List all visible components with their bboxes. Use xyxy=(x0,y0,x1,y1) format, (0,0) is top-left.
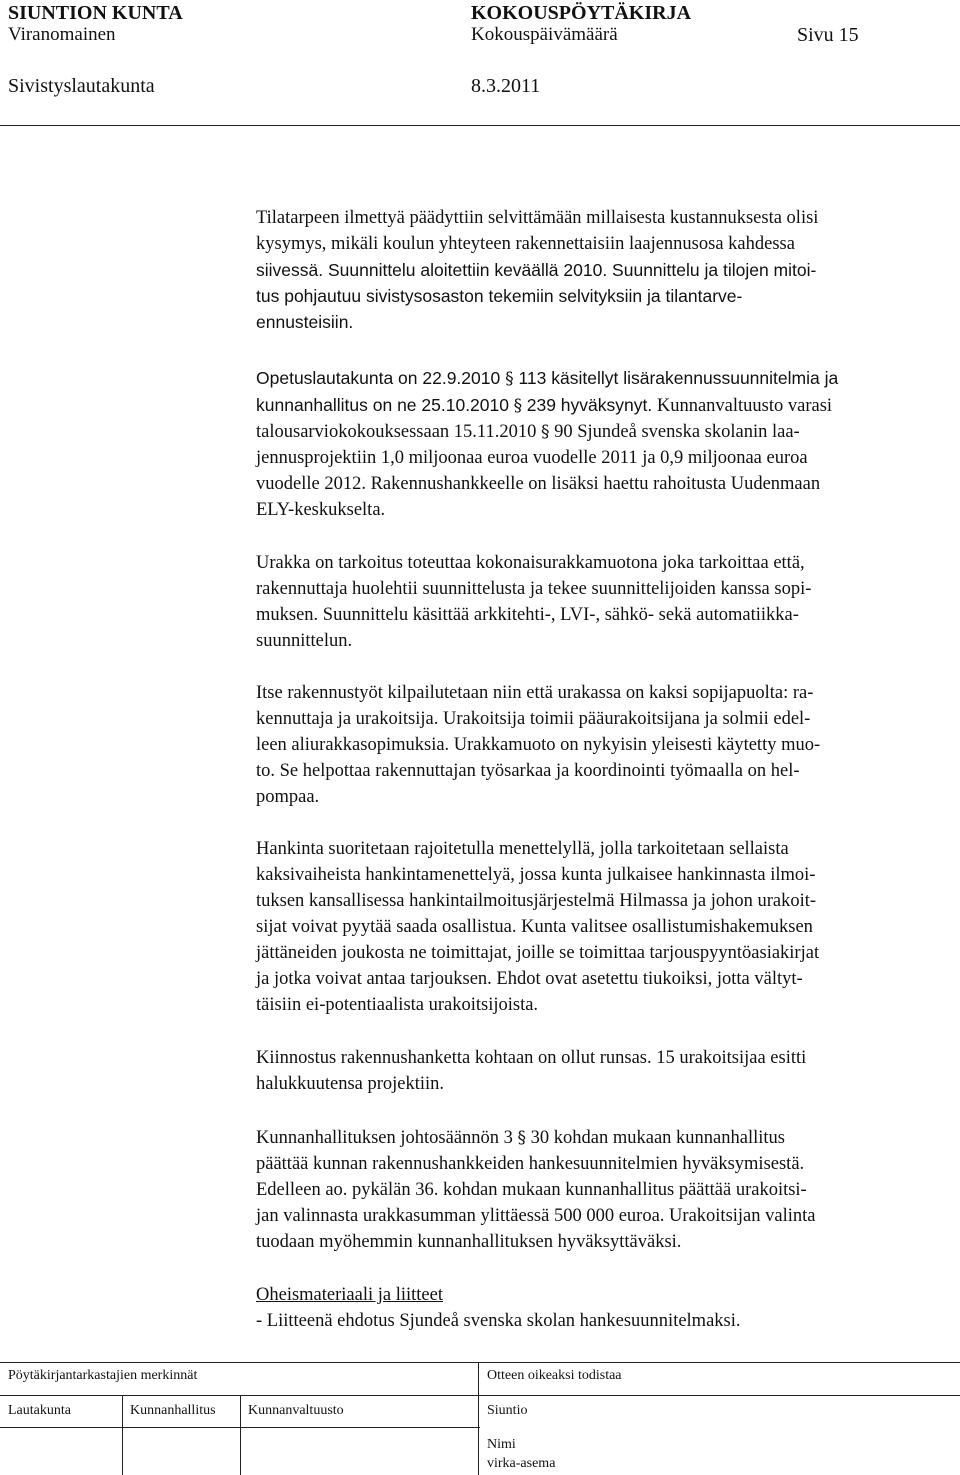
paragraph-line: suunnittelun. xyxy=(256,631,353,651)
text-span: talousarviokokouksessaan 15.11.2010 xyxy=(256,422,537,442)
text-span: Opetuslautakunta on 22.9.2010 xyxy=(256,368,501,388)
meeting-date-label: Kokouspäivämäärä xyxy=(471,24,618,45)
paragraph-line: ennusteisiin. xyxy=(256,312,354,332)
inspectors-label: Pöytäkirjantarkastajien merkinnät xyxy=(8,1368,198,1383)
paragraph-line: muksen. Suunnittelu käsittää arkkitehti-, LVI-, sähkö- sekä automatiikka- xyxy=(256,605,799,625)
paragraph-line xyxy=(256,392,956,419)
paragraph-line: tuodaan myöhemmin kunnanhallituksen hyväksyttäväksi. xyxy=(256,1232,682,1252)
footer-mid-rule xyxy=(0,1395,960,1396)
paragraph-line: sijat voivat pyytää saada osallistua. Kunta valitsee osallistumishakemuksen xyxy=(256,917,813,937)
document-type: KOKOUSPÖYTÄKIRJA xyxy=(471,2,692,24)
signature-col-lautakunta: Lautakunta xyxy=(8,1403,71,1418)
footer-top-rule xyxy=(0,1362,960,1363)
text-span: 30 kohdan mukaan kunnanhallitus xyxy=(530,1128,785,1148)
paragraph-line: kaksivaiheista hankintamenettelyä, jossa kunta julkaisee hankinnasta ilmoi- xyxy=(256,865,816,885)
authority-name: Sivistyslautakunta xyxy=(8,75,155,97)
text-span: kunnanhallitus on ne 25.10.2010 xyxy=(256,395,509,415)
text-span: Kunnanvaltuusto varasi xyxy=(652,396,833,416)
text-span: 239 hyväksynyt. xyxy=(526,395,653,415)
certified-place: Siuntio xyxy=(487,1403,528,1418)
paragraph-line: täisiin ei-potentiaalista urakoitsijoista. xyxy=(256,995,539,1015)
signature-col-kunnanhallitus: Kunnanhallitus xyxy=(130,1403,216,1418)
section-sign: § xyxy=(513,396,523,416)
text-span: 90 Sjundeå svenska skolanin laa- xyxy=(554,422,800,442)
meeting-date: 8.3.2011 xyxy=(471,75,541,97)
header-divider xyxy=(0,125,960,126)
paragraph-3 xyxy=(256,550,956,654)
paragraph-line: jan valinnasta urakkasumman ylittäessä 500 000 euroa. Urakoitsijan valinta xyxy=(256,1206,816,1226)
paragraph-line: Edelleen ao. pykälän 36. kohdan mukaan kunnanhallitus päättää urakoitsi- xyxy=(256,1180,807,1200)
footer-column-divider xyxy=(478,1362,479,1475)
footer-column-divider xyxy=(122,1396,123,1475)
authority-label: Viranomainen xyxy=(8,24,116,45)
paragraph-line: kysymys, mikäli koulun yhteyteen rakennettaisiin laajennusosa kahdessa xyxy=(256,234,795,254)
paragraph-1 xyxy=(256,205,956,335)
paragraph-line xyxy=(256,1125,956,1151)
paragraph-line: Urakka on tarkoitus toteuttaa kokonaisurakkamuotona joka tarkoittaa että, xyxy=(256,553,805,573)
certified-label: Otteen oikeaksi todistaa xyxy=(487,1368,622,1383)
paragraph-line xyxy=(256,365,956,392)
paragraph-line: siivessä. Suunnittelu aloitettiin keväällä 2010. Suunnittelu ja tilojen mitoi- xyxy=(256,260,817,280)
paragraph-line: ELY-keskukselta. xyxy=(256,500,386,520)
paragraph-line: jennusprojektiin 1,0 miljoonaa euroa vuodelle 2011 ja 0,9 miljoonaa euroa xyxy=(256,448,808,468)
certifier-name-label: Nimi xyxy=(487,1437,516,1452)
page-number: Sivu 15 xyxy=(797,24,859,46)
paragraph-line: to. Se helpottaa rakennuttajan työsarkaa ja koordinointi työmaalla on hel- xyxy=(256,761,800,781)
footer-column-divider xyxy=(240,1396,241,1475)
text-span: 113 käsitellyt lisärakennussuunnitelmia ja xyxy=(518,368,839,388)
paragraph-line xyxy=(256,419,956,445)
attachments-section xyxy=(256,1282,956,1334)
paragraph-6 xyxy=(256,1045,956,1097)
paragraph-2 xyxy=(256,365,956,523)
municipality-title: SIUNTION KUNTA xyxy=(8,2,183,24)
paragraph-line: rakennuttaja huolehtii suunnittelusta ja tekee suunnittelijoiden kanssa sopi- xyxy=(256,579,812,599)
paragraph-line: tuksen kansallisessa hankintailmoitusjärjestelmä Hilmassa ja johon urakoit- xyxy=(256,891,817,911)
paragraph-line: tus pohjautuu sivistysosaston tekemiin selvityksiin ja tilantarve- xyxy=(256,286,743,306)
paragraph-line: halukkuutensa projektiin. xyxy=(256,1074,445,1094)
paragraph-7 xyxy=(256,1125,956,1255)
paragraph-line: ja jotka voivat antaa tarjouksen. Ehdot ovat asetettu tiukoiksi, jotta vältyt- xyxy=(256,969,803,989)
attachment-item: - Liitteenä ehdotus Sjundeå svenska skolan hankesuunnitelmaksi. xyxy=(256,1311,741,1331)
paragraph-line: Itse rakennustyöt kilpailutetaan niin että urakassa on kaksi sopijapuolta: ra- xyxy=(256,683,814,703)
paragraph-5 xyxy=(256,836,956,1018)
section-sign: § xyxy=(541,422,550,442)
paragraph-line: Hankinta suoritetaan rajoitetulla menettelyllä, jolla tarkoitetaan sellaista xyxy=(256,839,789,859)
paragraph-line: jättäneiden joukosta ne toimittajat, joille se toimittaa tarjouspyyntöasiakirjat xyxy=(256,943,820,963)
paragraph-line: Kiinnostus rakennushanketta kohtaan on ollut runsas. 15 urakoitsijaa esitti xyxy=(256,1048,807,1068)
paragraph-line: pompaa. xyxy=(256,787,320,807)
attachments-heading: Oheismateriaali ja liitteet xyxy=(256,1285,443,1305)
text-span: Kunnanhallituksen johtosäännön 3 xyxy=(256,1128,513,1148)
certifier-title-label: virka-asema xyxy=(487,1456,556,1471)
paragraph-line: vuodelle 2012. Rakennushankkeelle on lisäksi haettu rahoitusta Uudenmaan xyxy=(256,474,821,494)
paragraph-line: leen aliurakkasopimuksia. Urakkamuoto on nykyisin yleisesti käytetty muo- xyxy=(256,735,821,755)
section-sign: § xyxy=(505,369,514,389)
signature-col-kunnanvaltuusto: Kunnanvaltuusto xyxy=(248,1403,344,1418)
paragraph-line: Tilatarpeen ilmettyä päädyttiin selvittämään millaisesta kustannuksesta olisi xyxy=(256,208,819,228)
paragraph-4 xyxy=(256,680,956,810)
paragraph-line: kennuttaja ja urakoitsija. Urakoitsija toimii pääurakoitsijana ja solmii edel- xyxy=(256,709,811,729)
section-sign: § xyxy=(517,1128,527,1148)
paragraph-line: päättää kunnan rakennushankkeiden hankesuunnitelmien hyväksymisestä. xyxy=(256,1154,805,1174)
